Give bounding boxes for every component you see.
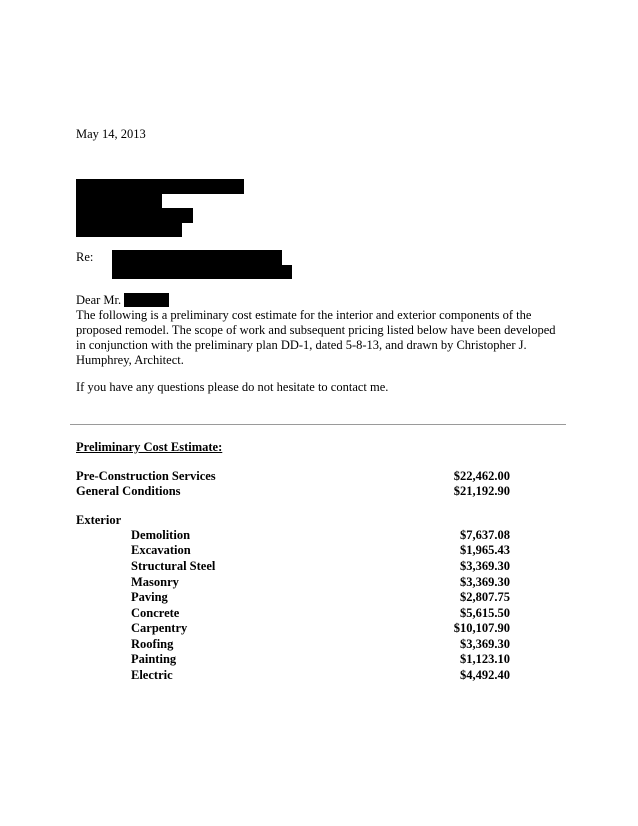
line-item-label: Demolition xyxy=(131,528,191,542)
line-item-label: Paving xyxy=(131,590,168,604)
line-item-label: General Conditions xyxy=(76,484,181,498)
line-item-amount: $3,369.30 xyxy=(460,575,510,589)
redaction-bar xyxy=(76,194,162,208)
line-item-amount: $5,615.50 xyxy=(460,606,510,620)
line-item-label: Painting xyxy=(131,652,177,666)
line-item-label: Excavation xyxy=(131,543,191,557)
line-item-amount: $1,965.43 xyxy=(460,543,510,557)
line-item-amount: $1,123.10 xyxy=(460,652,510,666)
redaction-bar xyxy=(76,208,193,223)
line-item-label: Masonry xyxy=(131,575,179,589)
line-item-amount: $2,807.75 xyxy=(460,590,510,604)
section-divider xyxy=(70,424,566,425)
body-line: Humphrey, Architect. xyxy=(76,353,184,367)
line-item-label: Structural Steel xyxy=(131,559,216,573)
redacted-recipient-name xyxy=(124,293,169,307)
line-item-amount: $3,369.30 xyxy=(460,637,510,651)
exterior-heading: Exterior xyxy=(76,513,122,527)
line-item-label: Pre-Construction Services xyxy=(76,469,216,483)
line-item-amount: $7,637.08 xyxy=(460,528,510,542)
body-line: The following is a preliminary cost estimate for the interior and exterior components of the xyxy=(76,308,532,322)
re-label: Re: xyxy=(76,250,94,264)
line-item-label: Carpentry xyxy=(131,621,188,635)
salutation: Dear Mr. xyxy=(76,293,122,307)
line-item-amount: $22,462.00 xyxy=(453,469,510,483)
line-item-amount: $3,369.30 xyxy=(460,559,510,573)
estimate-heading: Preliminary Cost Estimate: xyxy=(76,440,223,454)
closing-line: If you have any questions please do not hesitate to contact me. xyxy=(76,380,389,394)
line-item-amount: $21,192.90 xyxy=(453,484,510,498)
redaction-bar xyxy=(76,179,244,194)
redaction-bar xyxy=(112,265,292,279)
line-item-label: Roofing xyxy=(131,637,174,651)
line-item-amount: $4,492.40 xyxy=(460,668,510,682)
body-line: in conjunction with the preliminary plan DD-1, dated 5-8-13, and drawn by Christopher J. xyxy=(76,338,527,352)
letter-date: May 14, 2013 xyxy=(76,127,146,141)
line-item-amount: $10,107.90 xyxy=(453,621,510,635)
line-item-label: Concrete xyxy=(131,606,180,620)
line-item-label: Electric xyxy=(131,668,173,682)
redaction-bar xyxy=(112,250,282,265)
body-line: proposed remodel. The scope of work and subsequent pricing listed below have been developed xyxy=(76,323,556,337)
redaction-bar xyxy=(76,223,182,237)
